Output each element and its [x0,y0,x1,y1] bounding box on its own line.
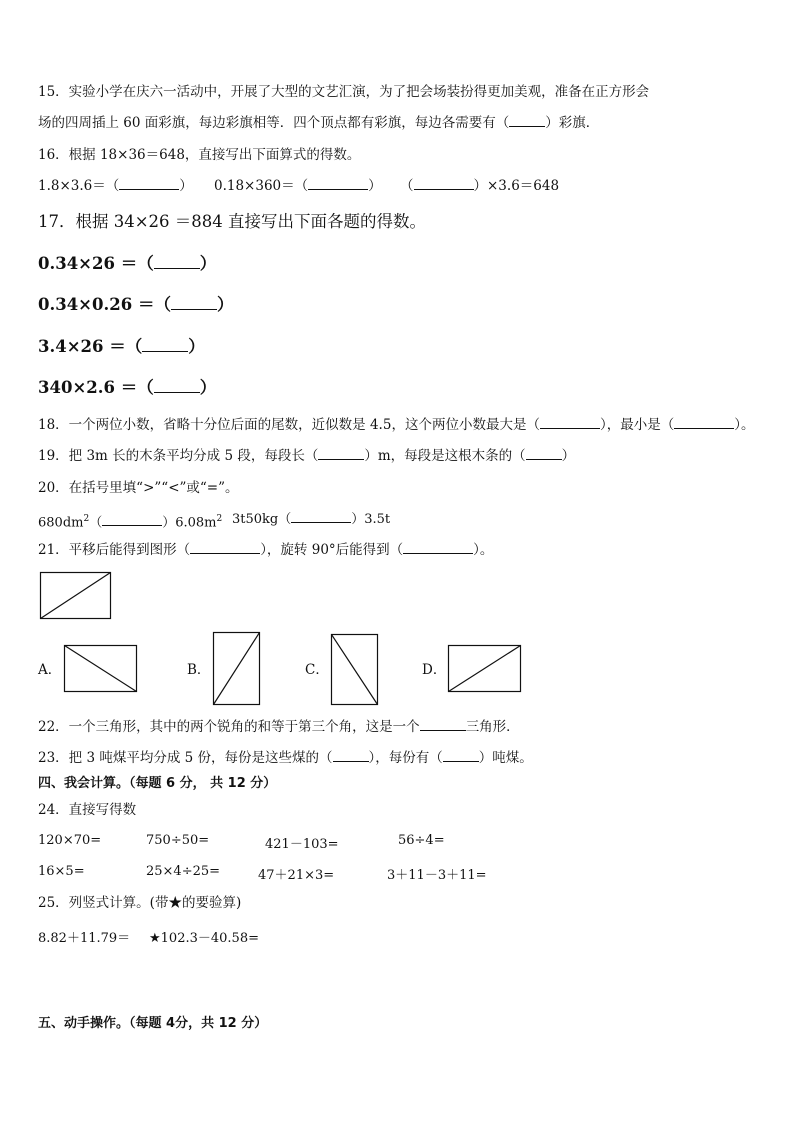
q16-expr-3 [400,177,559,195]
q21-option-b-diagonal [214,633,260,705]
q22-text-a: 22．一个三角形，其中的两个锐角的和等于第三个角，这是一个 [38,719,420,735]
q20-e2-text: 3t50kg（ [232,512,292,527]
q20-e1-text: 680dm [38,515,84,531]
q17-item-3-close: ） [188,337,205,356]
q21-line [38,541,493,559]
section-4-heading: 四、我会计算。（每题 6 分， 共 12 分） [38,776,277,791]
q25-item-2: ★102.3－40.58= [149,931,259,946]
q15-answer-blank[interactable] [509,114,545,127]
q18-text-b: ），最小是（ [599,417,675,433]
q21-text-a: 21．平移后能得到图形（ [38,542,191,558]
q18-text-c: ）。 [734,417,755,433]
q21-original-diagonal [41,573,111,619]
q24-r1-c1: 120×70= [38,833,102,848]
q16-stem: 16．根据 18×36＝648，直接写出下面算式的得数。 [38,147,361,163]
q16-expr-1 [38,177,193,195]
q21-option-a-figure[interactable] [64,645,138,693]
q20-e1-blank[interactable] [102,513,162,526]
q17-item-4-blank[interactable] [154,380,200,393]
q16-e3-blank[interactable] [414,177,474,190]
q21-option-d-label[interactable]: D． [422,662,447,678]
q23-text-a: 23．把 3 吨煤平均分成 5 份，每份是这些煤的（ [38,750,333,766]
section-5-heading: 五、动手操作。（每题 4分，共 12 分） [38,1016,268,1031]
q16-expr-2 [214,177,382,195]
q23-fraction-blank[interactable] [333,749,369,762]
q17-item-4-close: ） [199,378,217,397]
q21-option-a-diagonal [65,646,137,692]
q23-text-c: ）吨煤。 [478,750,533,766]
q23-tons-blank[interactable] [443,749,479,762]
q16-e1-close: ） [179,178,193,194]
q24-r2-c1: 16×5= [38,864,85,879]
q17-item-1-close: ） [199,254,217,273]
q18-min-blank[interactable] [674,416,734,429]
q17-item-2-blank[interactable] [171,297,217,310]
q20-e1-open: （ [89,515,103,531]
q16-e2-text: 0.18×360＝（ [214,178,309,194]
q21-rotate-blank[interactable] [403,541,473,554]
q22-answer-blank[interactable] [420,718,466,731]
q23-line [38,749,533,767]
q21-option-b-label[interactable]: B． [187,662,211,678]
q17-item-2 [38,294,233,316]
q15-text-b: ）彩旗． [545,115,600,131]
q16-e2-blank[interactable] [308,177,368,190]
q21-option-d-diagonal [449,646,521,692]
q16-e1-blank[interactable] [119,177,179,190]
q20-e1-sup: 2 [83,514,90,524]
q24-r1-c4: 56÷4= [398,833,445,848]
q19-fraction-blank[interactable] [526,447,562,460]
q16-e2-close: ） [368,178,382,194]
q21-translate-blank[interactable] [190,541,260,554]
q19-text-b: ）m，每段是这根木条的（ [364,448,526,464]
q17-item-4-text: 340×2.6 ＝（ [38,378,154,397]
q17-stem: 17．根据 34×26 ＝884 直接写出下面各题的得数。 [38,212,427,231]
q16-e3-text: ）×3.6＝648 [473,178,560,194]
q19-line [38,447,575,465]
q19-text-a: 19．把 3m 长的木条平均分成 5 段，每段长（ [38,448,319,464]
q19-text-c: ） [561,448,576,464]
q18-line [38,416,754,434]
q17-item-4 [38,377,216,399]
q18-max-blank[interactable] [540,416,600,429]
q22-text-b: 三角形． [465,719,520,735]
q20-e1-sup2: 2 [216,514,223,524]
q22-line [38,718,520,736]
q17-item-1 [38,253,216,275]
q24-r2-c3: 47＋21×3= [258,868,335,883]
q25-stem: 25．列竖式计算。(带★的要验算) [38,895,242,911]
q21-option-c-diagonal [332,635,378,705]
q24-r1-c2: 750÷50= [146,833,210,848]
q17-item-1-blank[interactable] [154,256,200,269]
q18-text-a: 18．一个两位小数，省略十分位后面的尾数，近似数是 4.5，这个两位小数最大是（ [38,417,540,433]
q17-item-3-blank[interactable] [142,339,188,352]
q24-r1-c3: 421－103= [265,837,339,852]
q19-length-blank[interactable] [318,447,364,460]
q21-option-d-figure[interactable] [448,645,522,693]
q25-item-1: 8.82＋11.79＝ [38,931,131,946]
q20-e2-right: ）3.5t [351,512,391,527]
q17-item-1-text: 0.34×26 ＝（ [38,254,154,273]
q20-stem: 20．在括号里填“>”“<”或“=”。 [38,480,239,496]
q20-e2-blank[interactable] [291,510,351,523]
q20-expr-2 [232,510,390,529]
q23-text-b: ），每份有（ [368,750,443,766]
q17-item-3 [38,336,205,358]
q15-text-a: 场的四周插上 60 面彩旗，每边彩旗相等．四个顶点都有彩旗，每边各需要有（ [38,115,510,131]
q21-option-c-figure[interactable] [331,634,379,706]
q21-text-c: ）。 [473,542,494,558]
q20-expr-1 [38,510,222,532]
q21-original-figure [40,572,112,620]
q20-e1-right: ）6.08m [162,515,217,531]
q21-option-a-label[interactable]: A． [38,662,62,678]
q15-line2 [38,114,599,132]
q17-item-2-close: ） [216,295,234,314]
q24-r2-c2: 25×4÷25= [146,864,221,879]
q15-line1: 15．实验小学在庆六一活动中，开展了大型的文艺汇演，为了把会场装扮得更加美观，准备在正方形会 [38,84,650,100]
q16-e3-open: （ [400,178,414,194]
q16-e1-text: 1.8×3.6＝（ [38,178,120,194]
q17-item-2-text: 0.34×0.26 ＝（ [38,295,171,314]
q17-item-3-text: 3.4×26 ＝（ [38,337,143,356]
q21-option-c-label[interactable]: C． [305,662,329,678]
q24-r2-c4: 3＋11－3＋11= [387,868,487,883]
q21-option-b-figure[interactable] [213,632,261,706]
q24-stem: 24．直接写得数 [38,802,137,818]
q21-text-b: ），旋转 90°后能得到（ [260,542,404,558]
